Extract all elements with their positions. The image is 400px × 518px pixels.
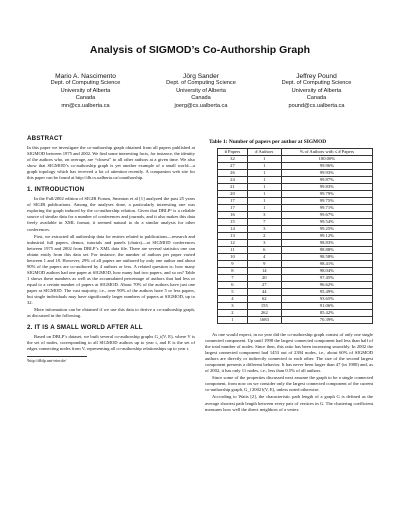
cell-papers: 8 (218, 268, 248, 275)
cell-authors: 2 (247, 233, 281, 240)
table-row (218, 296, 373, 303)
cell-papers: 3 (218, 303, 248, 310)
table-row (218, 198, 373, 205)
header-authors: # Authors (247, 149, 281, 156)
cell-percent: 93.65% (281, 296, 372, 303)
author-dept: Dept. of Computing Science (166, 80, 236, 87)
cell-papers: 24 (218, 177, 248, 184)
cell-papers: 11 (218, 247, 248, 254)
author-dept: Dept. of Computing Science (50, 80, 121, 87)
intro-paragraph: More information can be obtained if we use this data to derive a co-authorship graph, as discussed in the following. (27, 307, 195, 319)
cell-percent: 96.62% (281, 282, 372, 289)
cell-percent: 98.58% (281, 254, 372, 261)
cell-papers: 4 (218, 296, 248, 303)
table-row (218, 303, 373, 310)
author-country: Canada (306, 95, 327, 102)
cell-percent: 99.67% (281, 212, 372, 219)
cell-percent: 99.93% (281, 170, 372, 177)
cell-authors: 155 (247, 303, 281, 310)
table-row (218, 191, 373, 198)
cell-authors: 14 (247, 268, 281, 275)
cell-percent: 99.96% (281, 163, 372, 170)
cell-authors: 27 (247, 282, 281, 289)
table-row (218, 219, 373, 226)
cell-percent: 98.41% (281, 261, 372, 268)
cell-authors: 3 (247, 212, 281, 219)
cell-authors: 1 (247, 163, 281, 170)
table-row (218, 184, 373, 191)
author-dept: Dept. of Computing Science (281, 80, 352, 87)
cell-percent: 97.45% (281, 275, 372, 282)
cell-percent: 98.04% (281, 268, 372, 275)
cell-authors: 7 (247, 219, 281, 226)
table-row (218, 205, 373, 212)
intro-heading: 1. INTRODUCTION (27, 186, 85, 194)
cell-papers: 13 (218, 233, 248, 240)
author-card (259, 73, 374, 110)
cell-authors: 1 (247, 191, 281, 198)
cell-authors: 1 (247, 156, 281, 163)
author-univ: University of Alberta (176, 87, 226, 94)
footnote-divider (27, 356, 87, 357)
cell-percent: 99.54% (281, 219, 372, 226)
header-papers: # Papers (218, 149, 248, 156)
cell-authors: 9 (247, 261, 281, 268)
cell-percent: 95.49% (281, 289, 372, 296)
table-row (218, 282, 373, 289)
papers-table (217, 148, 373, 324)
section2-paragraph: Based on DBLP’s dataset, we built several co-authorship graphs G_t(V, E), where V is the set of nodes, corresponding to all SIGMOD authors up to year t, and E is the set of edges connecting nodes from V, representing all co-authorship relationships up to year t. (27, 334, 195, 352)
cell-papers: 27 (218, 163, 248, 170)
author-block (28, 73, 374, 110)
body-paragraph: According to Watts [2], the characteristic path length of a graph G is defined as the average shortest path length between every pair of vertices in G. The clustering coefficient measures how well the direct neighbors of a vertex (205, 394, 373, 412)
table-row (218, 233, 373, 240)
cell-papers: 7 (218, 275, 248, 282)
table-header-row (218, 149, 373, 156)
cell-authors: 1 (247, 184, 281, 191)
cell-papers: 17 (218, 198, 248, 205)
cell-authors: 3 (247, 240, 281, 247)
author-univ: University of Alberta (291, 87, 342, 94)
body-paragraph: Since some of the properties discussed next assume the graph to be a single connected component, from now on we consider only the largest connected component of the current co-authorship graph, G_{2002}(V, E), unless noted otherwise. (205, 375, 373, 393)
cell-papers: 15 (218, 219, 248, 226)
cell-percent: 100.00% (281, 156, 372, 163)
table-row (218, 289, 373, 296)
intro-paragraph: In the Fall/2002 edition of SIGIR Forum, Smeaton et al [1] analyzed the past 25 years of SIGIR publications. Among the analyses done, a particularly interesting one was exploring the graph induced by the co-authorship relation. Given that DBLP¹ is a reliable source of similar data for a number of conferences and journals, and it also makes this data freely available in XML format, it seemed natural to do a similar analysis for other conferences. (27, 196, 195, 232)
cell-papers: 21 (218, 184, 248, 191)
left-column (27, 133, 195, 363)
table-row (218, 268, 373, 275)
cell-authors: 1683 (247, 317, 281, 324)
cell-percent: 99.79% (281, 191, 372, 198)
cell-papers: 26 (218, 170, 248, 177)
cell-percent: 98.88% (281, 247, 372, 254)
author-email[interactable]: joerg@cs.ualberta.ca (174, 102, 228, 109)
cell-papers: 32 (218, 156, 248, 163)
body-paragraph: As one would expect, in no year did the co-authorship graph consist of only one single connected component. Up until 1998 the largest connected component had less than half of the total number of nodes. Since then, this ratio has been increasing smoothly. In 2002 the largest connected component had 1453 out of 2394 nodes, i.e., about 60% of SIGMOD authors are directly or indirectly connected to each other. The size of the second largest component presents a different behavior. It has never been larger than 47 (in 1980) and, as of 2002, it has only 11 nodes, i.e., less than 0.5% of all authors. (205, 332, 373, 374)
table-body (218, 156, 373, 324)
table-row (218, 226, 373, 233)
author-country: Canada (75, 95, 96, 102)
footnote[interactable]: ¹http://dblp.uni-trier.de/ (27, 358, 67, 364)
table-row (218, 170, 373, 177)
author-univ: University of Alberta (60, 87, 111, 94)
author-card (144, 73, 259, 110)
author-country: Canada (191, 95, 211, 102)
table-row (218, 240, 373, 247)
cell-percent: 91.06% (281, 303, 372, 310)
cell-papers: 5 (218, 289, 248, 296)
author-name: Mario A. Nascimento (55, 73, 116, 80)
paper-title: Analysis of SIGMOD’s Co-Authorship Graph (89, 44, 311, 56)
author-email[interactable]: pound@cs.ualberta.ca (288, 102, 345, 109)
abstract-heading: ABSTRACT (27, 135, 63, 142)
cell-papers: 20 (218, 191, 248, 198)
cell-papers: 9 (218, 261, 248, 268)
cell-authors: 44 (247, 289, 281, 296)
cell-papers: 6 (218, 282, 248, 289)
table-row (218, 317, 373, 324)
right-column (205, 133, 373, 414)
cell-percent: 99.25% (281, 226, 372, 233)
author-card (28, 73, 143, 110)
cell-authors: 4 (247, 254, 281, 261)
cell-percent: 99.75% (281, 198, 372, 205)
table-row (218, 261, 373, 268)
table-row (218, 275, 373, 282)
table-row (218, 163, 373, 170)
cell-authors: 62 (247, 296, 281, 303)
cell-authors: 1 (247, 205, 281, 212)
cell-percent: 99.83% (281, 184, 372, 191)
cell-papers: 10 (218, 254, 248, 261)
cell-percent: 70.39% (281, 317, 372, 324)
abstract-text: In this paper we investigate the co-authorship graph obtained from all papers published at SIGMOD between 1975 and 2002. We find some interesting facts, for instance, the identity of the authors who, on average, are “closest” to all other authors at a given time. We also show that SIGMOD’s co-authorship graph is yet another example of a small world—a graph topology which has received a lot of attention recently. A companion web site for this paper can be found at http://db.cs.ualberta.ca/coauthorship. (27, 145, 195, 181)
cell-authors: 6 (247, 247, 281, 254)
cell-authors: 262 (247, 310, 281, 317)
table-row (218, 212, 373, 219)
cell-papers: 1 (218, 317, 248, 324)
cell-papers: 16 (218, 212, 248, 219)
cell-authors: 20 (247, 275, 281, 282)
author-name: Jörg Sander (183, 73, 219, 80)
cell-papers: 14 (218, 226, 248, 233)
table-row (218, 254, 373, 261)
cell-authors: 3 (247, 226, 281, 233)
cell-percent: 85.42% (281, 310, 372, 317)
table-row (218, 156, 373, 163)
cell-papers: 2 (218, 310, 248, 317)
author-name: Jeffrey Pound (296, 73, 337, 80)
header-percent: % of Authors with ≤ # Papers (281, 149, 372, 156)
table-row (218, 247, 373, 254)
table-caption: Table 1: Number of papers per author at SIGMOD (209, 139, 327, 145)
cell-percent: 99.12% (281, 233, 372, 240)
cell-percent: 99.87% (281, 177, 372, 184)
cell-authors: 1 (247, 177, 281, 184)
author-email[interactable]: mn@cs.ualberta.ca (61, 102, 110, 109)
cell-percent: 98.83% (281, 240, 372, 247)
cell-authors: 1 (247, 170, 281, 177)
table-row (218, 177, 373, 184)
table-row (218, 310, 373, 317)
cell-papers: 17 (218, 205, 248, 212)
section2-heading: 2. IT IS A SMALL WORLD AFTER ALL (27, 324, 143, 332)
intro-paragraph: First, we extracted all authorship data for entries related to publications—research and industrial full papers, demos, tutorials and panels (chairs)—at SIGMOD conferences between 1975 and 2002 from DBLP’s XML data file. There are several statistics one can obtain easily from this data set. For instance, the number of authors per paper varied between 1 and 18. However, 29% of all papers are authored by only one author and about 90% of the papers are co-authored by 4 authors or less. A related question is: how many SIGMOD authors had one paper at SIGMOD, how many had two papers, and so on? Table 1 shows these numbers as well as the accumulated percentage of authors that had less or equal to a certain number of papers at SIGMOD. About 70% of the authors have just one paper at SIGMOD. The vast majority, i.e., over 90% of the authors have 5 or less papers, but single individuals may have significantly larger numbers of papers at SIGMOD, up to 32. (27, 233, 195, 306)
cell-papers: 12 (218, 240, 248, 247)
cell-percent: 99.71% (281, 205, 372, 212)
cell-authors: 1 (247, 198, 281, 205)
